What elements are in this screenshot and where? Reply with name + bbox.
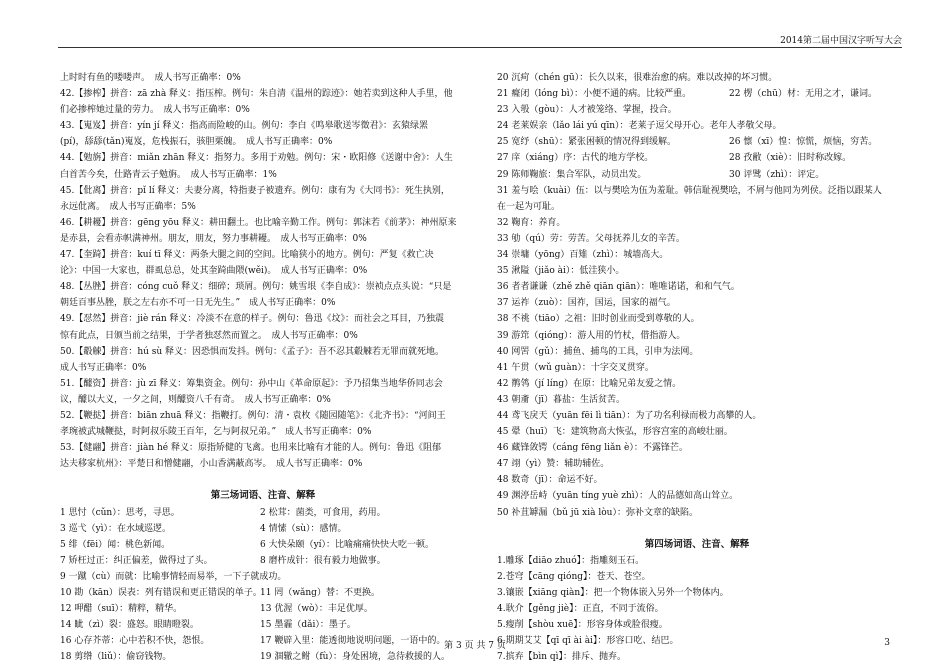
term-entry: 16 心存芥蒂：心中若积不快，怨恨。: [60, 636, 210, 647]
term-entry: 23 入彀（gòu）：人才被笼络、掌握，投合。: [497, 105, 677, 116]
term-entry: 34 崇墉（yōng）百雉（zhì）：城墙高大。: [497, 250, 669, 261]
text-line: 惊有此点，日颁当前之结果，于学者独怼然而置之。 成人书写正确率：0%: [60, 330, 358, 341]
term-row: [60, 553, 466, 569]
text-line: 43.【嵬岌】拼音：yín jí 释义：指高而险峻的山。例句：李白《鸣皋歌送岑徵君》：玄猿绿罴: [60, 121, 428, 132]
term-entry: 25 宽纾（shū）：紧张困顿的情况得到缓解。: [497, 137, 677, 148]
text-line: 44.【勉旃】拼音：miǎn zhān 释义：指努力。多用于劝勉。例句：宋・欧阳修《送谢中舍》：人生: [60, 153, 453, 164]
term-entry: 29 陈师鞠旅：集合军队，动员出发。: [497, 169, 647, 180]
section-title: 第三场词语、注音、解释: [210, 490, 316, 502]
term-entry: 31 羞与哙（kuài）伍：以与樊哙为伍为羞耻。韩信耻视樊哙，不屑与他同为列侯。泛指以跟某人: [497, 185, 882, 196]
text-line: 论》：中国一大家也，群虱总总，处其奎踦曲隈(wěi)。 成人书写正确率：0%: [60, 266, 368, 277]
term-entry: 3 巡弋（yì）：在水域巡逻。: [60, 523, 172, 534]
text-line: 48.【丛脞】拼音：cóng cuǒ 释义：细碎；琐屑。例句：姚雪垠《李自成》：崇祯点点头说：“只是: [60, 282, 452, 293]
term-entry: 41 午贯（wǔ guàn）：十字交叉贯穿。: [497, 362, 654, 373]
term-entry: 11 罔（wǎng）替：不更换。: [260, 588, 380, 598]
term-entry: 5 绯（fēi）闻：桃色新闻。: [60, 539, 171, 550]
text-line: 议，醵以大义，一夕之间，则醵资八千有奇。 成人书写正确率：0%: [60, 394, 331, 405]
term-entry: 22 楞（chū）材：无用之才，谦词。: [729, 89, 877, 100]
term-entry: 21 癃闭（lóng bì）：小便不通的病。比较严重。: [497, 89, 692, 100]
term-row: [60, 537, 466, 553]
text-line: 53.【健翮】拼音：jiàn hé 释义：原指矫健的飞禽。也用来比喻有才能的人。例句：鲁迅《阻郁: [60, 443, 441, 454]
term-entry: 4.耿介【gěng jiè】：正直，不同于流俗。: [497, 604, 664, 615]
text-line: 白首苦今矣，仕路青云子勉旃。 成人书写正确率：1%: [60, 169, 277, 180]
footer-page-label: 第 3 页 共 7 页: [444, 641, 506, 651]
term-entry: 4 情愫（sù）：感情。: [260, 523, 347, 534]
term-entry: 2.苍穹【cāng qióng】：苍天、苍空。: [497, 571, 651, 582]
header-title: 2014第二届中国汉字听写大会: [780, 36, 902, 46]
text-line: 50.【觳觫】拼音：hú sù 释义：因恐惧而发抖。例句：《孟子》：吾不忍其觳觫若无罪而就死地。: [60, 346, 445, 357]
term-entry: 12 呷醋（suī）：精粹，精华。: [60, 604, 183, 615]
text-line: 46.【耕耰】拼音：gēng yōu 释义：耕田翻土。也比喻辛勤工作。例句：郭沫若《前茅》：神州原来: [60, 217, 457, 228]
text-line: 47.【奎踦】拼音：kuí tī 释义：两条大腿之间的空间。比喻狭小的地方。例句：严复《救亡决: [60, 250, 434, 261]
term-entry: 50 补苴罅漏（bǔ jū xià lòu）：弥补文章的缺陷。: [497, 507, 698, 518]
term-entry: 32 鞠育：养育。: [497, 217, 566, 228]
term-entry: 10 勘（kān）误表：列有错误和更正错误的单子。: [60, 588, 262, 598]
text-line: 孝琬被武城鞭挞，时阿叔乐陵王百年，乞与阿叔兄弟。” 成人书写正确率：0%: [60, 427, 372, 438]
term-row: [60, 649, 466, 665]
term-entry: 39 游筇（qióng）：游人用的竹杖，借指游人。: [497, 330, 686, 341]
term-entry: 1.雕琢【diāo zhuó】：指雕刻玉石。: [497, 555, 645, 566]
term-row: [497, 150, 897, 166]
term-entry: 24 老莱娱亲（lǎo lái yú qīn）：老莱子逗父母开心。老年人孝敬父母。: [497, 121, 782, 132]
left-column: [60, 70, 466, 665]
term-row: [60, 521, 466, 537]
text-line: 达夫移家杭州》：平楚日和憎健翮，小山香满蔽高岑。 成人书写正确率：0%: [60, 459, 363, 470]
term-entry: 在一起为可耻。: [497, 201, 561, 212]
term-entry: 28 孜敝（xiè）：旧时称改嫁。: [729, 153, 852, 164]
term-row: [60, 569, 466, 585]
term-entry: 27 庠（xiáng）序：古代的地方学校。: [497, 153, 654, 164]
term-row: [497, 134, 897, 150]
term-entry: 6 大快朵颐（yí）：比喻痛痛快快大吃一顿。: [260, 539, 435, 550]
term-entry: 14 眦（zì）裂：盛怒。眼睛瞪裂。: [60, 620, 199, 631]
term-row: [497, 167, 897, 183]
term-entry: 37 运祚（zuò）：国祚，国运，国家的福气。: [497, 298, 676, 309]
term-entry: 44 鸢飞戾天（yuān fēi lì tiān）：为了功名利禄而极力高攀的人。: [497, 410, 762, 421]
text-line: 49.【怼然】拼音：jiè rán 释义：冷淡不在意的样子。例句：鲁迅《坟》：而社会之耳目，乃独震: [60, 314, 444, 325]
term-entry: 47 翊（yì）赞：辅助辅佐。: [497, 459, 610, 470]
term-entry: 13 优渥（wò）：丰足优厚。: [260, 604, 373, 615]
term-entry: 1 思忖（cǔn）：思考，寻思。: [60, 507, 180, 518]
spacer: [497, 521, 897, 537]
term-row: [60, 617, 466, 633]
text-line: 42.【掺榨】拼音：zā zhà 释义：指压榨。例句：朱自清《温州的踪迹》：她若卖到这种人手里，他: [60, 89, 453, 100]
term-entry: 26 懔（xī）惶：惊慌，烦恼，穷苦。: [729, 137, 878, 148]
text-line: 51.【醵资】拼音：jù zī 释义：筹集资金。例句：孙中山《革命原起》：予乃招集当地华侨同志会: [60, 378, 443, 389]
term-entry: 9 一蹴（cù）而就：比喻事情轻而易举，一下子就成功。: [60, 571, 287, 582]
term-entry: 3.镶嵌【xiāng qiàn】：把一个物体嵌入另外一个物体内。: [497, 588, 729, 598]
term-entry: 20 沉疴（chén gū）：长久以来，很难治愈的病。难以改掉的坏习惯。: [497, 73, 778, 83]
term-row: [60, 601, 466, 617]
term-entry: 5.瘦削【shòu xuē】：形容身体或脸很瘦。: [497, 620, 668, 631]
text-line: 上时时有鱼的喽喽声。 成人书写正确率：0%: [60, 73, 241, 83]
term-entry: 19 涸辙之鲋（fù）：身处困境，急待救援的人。: [260, 652, 450, 663]
term-entry: 45 翚（huī）飞：建筑物高大恢弘，形容宫室的高峻壮丽。: [497, 427, 733, 438]
text-line: 永远仳离。 成人书写正确率：5%: [60, 201, 196, 212]
term-entry: 49 渊渟岳峙（yuān tíng yuè zhì）：人的品德如高山耸立。: [497, 491, 739, 502]
term-entry: 2 松茸：菌类，可食用，药用。: [260, 507, 386, 518]
footer-page-number: 3: [884, 638, 890, 648]
term-entry: 7 矫枉过正：纠正偏差，做得过了头。: [60, 555, 213, 566]
header-rule: [58, 47, 902, 48]
term-entry: 35 湫隘（jiǎo ài）：低洼狭小。: [497, 266, 625, 277]
spacer: [60, 472, 466, 488]
term-row: [60, 505, 466, 521]
right-column: [497, 70, 897, 665]
term-row: [60, 585, 466, 601]
term-entry: 7.摈弃【bìn qì】：排斥、抛弃。: [497, 652, 627, 663]
text-line: 52.【鞭挞】拼音：biān zhuā 释义：指鞭打。例句：清・袁枚《随园随笔》：《北齐书》：“河间王: [60, 410, 446, 421]
term-entry: 48 数奇（jī）：命运不好。: [497, 475, 603, 486]
term-entry: 15 墨霾（dǎi）：墨子。: [260, 620, 356, 631]
term-entry: 8 磨杵成针：很有毅力地做事。: [260, 555, 386, 566]
term-entry: 18 剪绺（liǔ）：偷窃钱物。: [60, 652, 172, 663]
text-line: (pí)，舔舔(tǎn)嵬岌，危栈振石，骇胆栗魄。 成人书写正确率：0%: [60, 137, 333, 148]
term-entry: 40 网罟（gǔ）：捕鱼、捕鸟的工具，引申为法网。: [497, 346, 699, 357]
term-entry: 30 评骘（zhì）：评定。: [729, 169, 825, 180]
term-entry: 33 劬（qú）劳：劳苦。父母抚养儿女的辛苦。: [497, 233, 685, 244]
term-entry: 42 鹡鸰（jí líng）在原：比喻兄弟友爱之情。: [497, 378, 682, 389]
text-line: 们必掺榨她过量的劳力。 成人书写正确率：0%: [60, 105, 250, 116]
text-line: 成人书写正确率：0%: [60, 362, 147, 373]
term-entry: 17 鞭辟入里：能透彻地说明问题，一语中的。: [260, 636, 446, 647]
term-entry: 6.期期艾艾【qī qī ài ài】：形容口吃、结巴。: [497, 636, 679, 647]
text-line: 45.【仳离】拼音：pǐ lí 释义：夫妻分离，特指妻子被遗弃。例句：康有为《大同书》：死生执别，: [60, 185, 450, 196]
text-line: 朝廷百事丛脞，朕之左右亦不可一日无先生。” 成人书写正确率：0%: [60, 298, 336, 309]
section-title: 第四场词语、注音、解释: [644, 538, 750, 550]
term-entry: 43 朝齑（jī）暮盐：生活贫苦。: [497, 394, 625, 405]
term-row: [497, 86, 897, 102]
term-entry: 36 者者谦谦（zhě zhě qiān qiān）：唯唯诺诺，和和气气。: [497, 282, 740, 293]
term-entry: 38 不祧（tiāo）之祖：旧时创业而受到尊敬的人。: [497, 314, 700, 325]
term-entry: 46 藏锋敛锷（cáng fēng liǎn è）：不露锋芒。: [497, 443, 688, 454]
text-line: 是赤县，会看赤帜满神州。朋友，朋友，努力事耕耰。 成人书写正确率：0%: [60, 233, 367, 244]
